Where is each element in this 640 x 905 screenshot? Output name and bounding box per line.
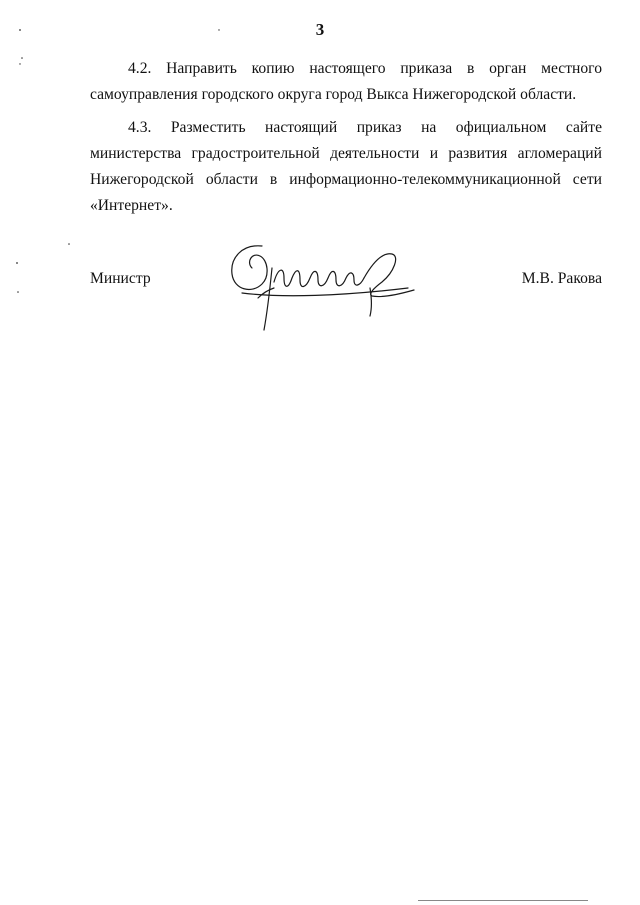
handwritten-signature [222,238,417,338]
paragraph-4-3: 4.3. Разместить настоящий приказ на официальном сайте министерства градостроительной деятельности и развития агломераций Нижегородской области в информационно-телекоммуникационной сети «Интернет». [90,119,602,214]
signatory-title: Министр [90,270,151,287]
page-number: 3 [315,20,325,39]
paragraph-4-2: 4.2. Направить копию настоящего приказа в орган местного самоуправления городского округа город Выкса Нижегородской области. [90,60,602,103]
footer-rule [418,900,588,901]
signatory-name: М.В. Ракова [521,270,602,287]
